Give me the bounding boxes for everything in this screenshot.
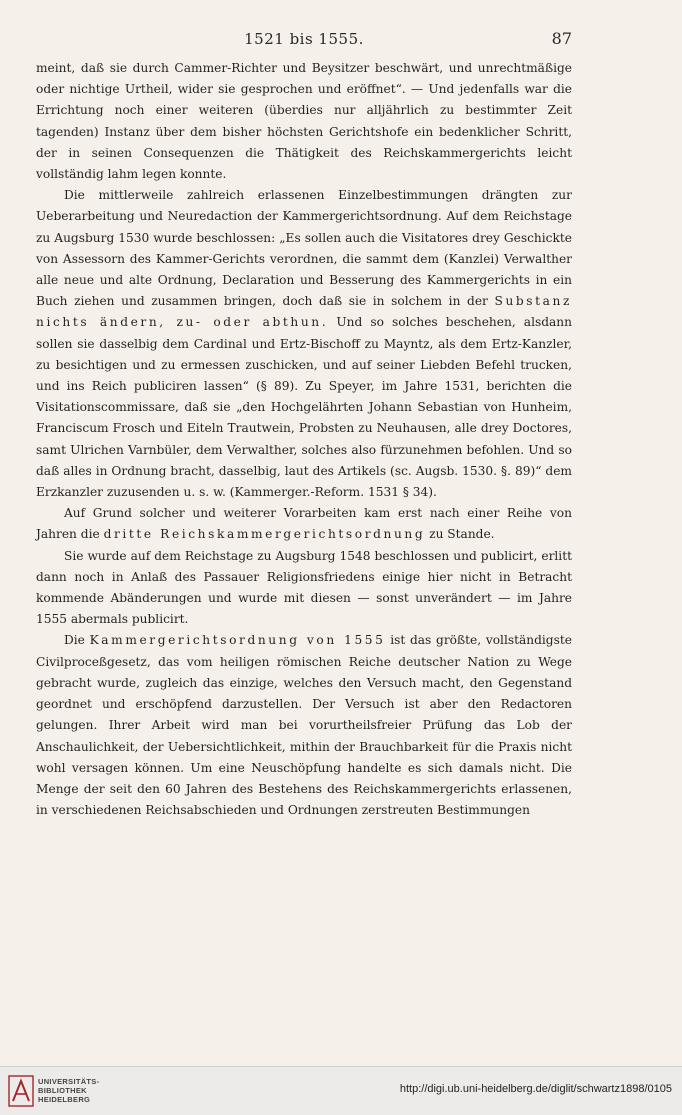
- text-run: zu Stande.: [425, 527, 495, 542]
- text-run: Auf Grund solcher und weiterer Vorarbeiten kam erst nach einer Reihe von Jahren die: [36, 506, 572, 542]
- spaced-emphasis: dritte Reichskammergerichtsordnung: [103, 527, 426, 542]
- text-run: Die mittlerweile zahlreich erlassenen Einzelbestimmungen drängten zur Ueberarbeitung und Neuredaction der Kammergerichtsordnung. Auf dem Reichstage zu Augsburg 1530 wurde beschlossen: „Es sollen auch die Visitatores drey Geschickte von Assessorn des Kammer-Gerichts verordnen, die sammt dem (Kanzlei) Verwalther alle neue und alte Ordnung, Declaration und Besserung des Kammergerichts in ein Buch ziehen und zusammen bringen, doch daß sie in solchem in der: [36, 188, 572, 309]
- paragraph: [36, 58, 572, 185]
- text-run: Sie wurde auf dem Reichstage zu Augsburg 1548 beschlossen und publicirt, erlitt dann noch in Anlaß des Passauer Religionsfriedens einige hier nicht in Betracht kommende Abänderungen und wurde mit diesen — sonst unverändert — im Jahre 1555 abermals publicirt.: [36, 548, 572, 627]
- text-run: Die: [64, 633, 90, 648]
- text-run: ist das größte, vollständigste Civilproceßgesetz, das vom heiligen römischen Reiche deutscher Nation zu Wege gebracht wurde, zugleich das einzige, welches den Versuch macht, den Gegenstand geordnet und erschöpfend darzustellen. Der Versuch ist aber den Redactoren gelungen. Ihrer Arbeit wird man bei vorurtheilsfreier Prüfung das Lob der Anschaulichkeit, der Uebersichtlichkeit, mithin der Brauchbarkeit für die Praxis nicht wohl versagen können. Um eine Neuschöpfung handelte es sich damals nicht. Die Menge der seit den 60 Jahren des Bestehens des Reichskammergerichts erlassenen, in verschiedenen Reichsabschieden und Ordnungen zerstreuten Bestimmungen: [36, 633, 572, 818]
- page-number: 87: [551, 29, 572, 48]
- library-name: UNIVERSITÄTS- BIBLIOTHEK HEIDELBERG: [38, 1077, 100, 1104]
- text-run: meint, daß sie durch Cammer-Richter und Beysitzer beschwärt, und unrechtmäßige oder nichtige Urtheil, wider sie gesprochen und eröffnet“. — Und jedenfalls war die Errichtung noch einer weiteren (überdies nur alljährlich zu bestimmter Zeit tagenden) Instanz über dem bisher höchsten Gerichtshofe ein bedenklicher Schritt, der in seinen Consequenzen die Thätigkeit des Reichskammergerichts leicht vollständig lahm legen konnte.: [36, 61, 572, 182]
- viewer-footer: [0, 1066, 682, 1115]
- university-library-logo-icon: [8, 1075, 34, 1107]
- spaced-emphasis: Kammergerichtsordnung von 1555: [89, 633, 386, 648]
- paragraph: [36, 546, 572, 631]
- text-run: Und so solches beschehen, alsdann sollen sie dasselbig dem Cardinal und Ertz-Bischoff zu Mayntz, als dem Ertz-Kanzler, zu besichtigen und zu ermessen zuschicken, und auf seiner Liebden Befehl trucken, und ins Reich publiciren lassen“ (§ 89). Zu Speyer, im Jahre 1531, berichten die Visitationscommissare, daß sie „den Hochgelährten Johann Sebastian von Hunheim, Franciscum Frosch und Eiteln Trautwein, Probsten zu Neuhausen, alle drey Doctores, samt Ulrichen Varnbüler, dem Verwalther, solches also fürzunehmen befohlen. Und so daß alles in Ordnung bracht, dasselbig, laut des Artikels (sc. Augsb. 1530. §. 89)“ dem Erzkanzler zuzusenden u. s. w. (Kammerger.-Reform. 1531 § 34).: [36, 315, 572, 500]
- paragraph: [36, 630, 572, 821]
- paragraph: [36, 185, 572, 503]
- permalink-url[interactable]: http://digi.ub.uni-heidelberg.de/diglit/schwartz1898/0105: [399, 1083, 672, 1095]
- paragraph: [36, 503, 572, 545]
- spaced-emphasis: Substanz nichts ändern, zu- oder abthun.: [36, 294, 572, 330]
- running-title: 1521 bis 1555.: [244, 30, 364, 48]
- page-header: [36, 28, 572, 50]
- body-text: [36, 58, 572, 821]
